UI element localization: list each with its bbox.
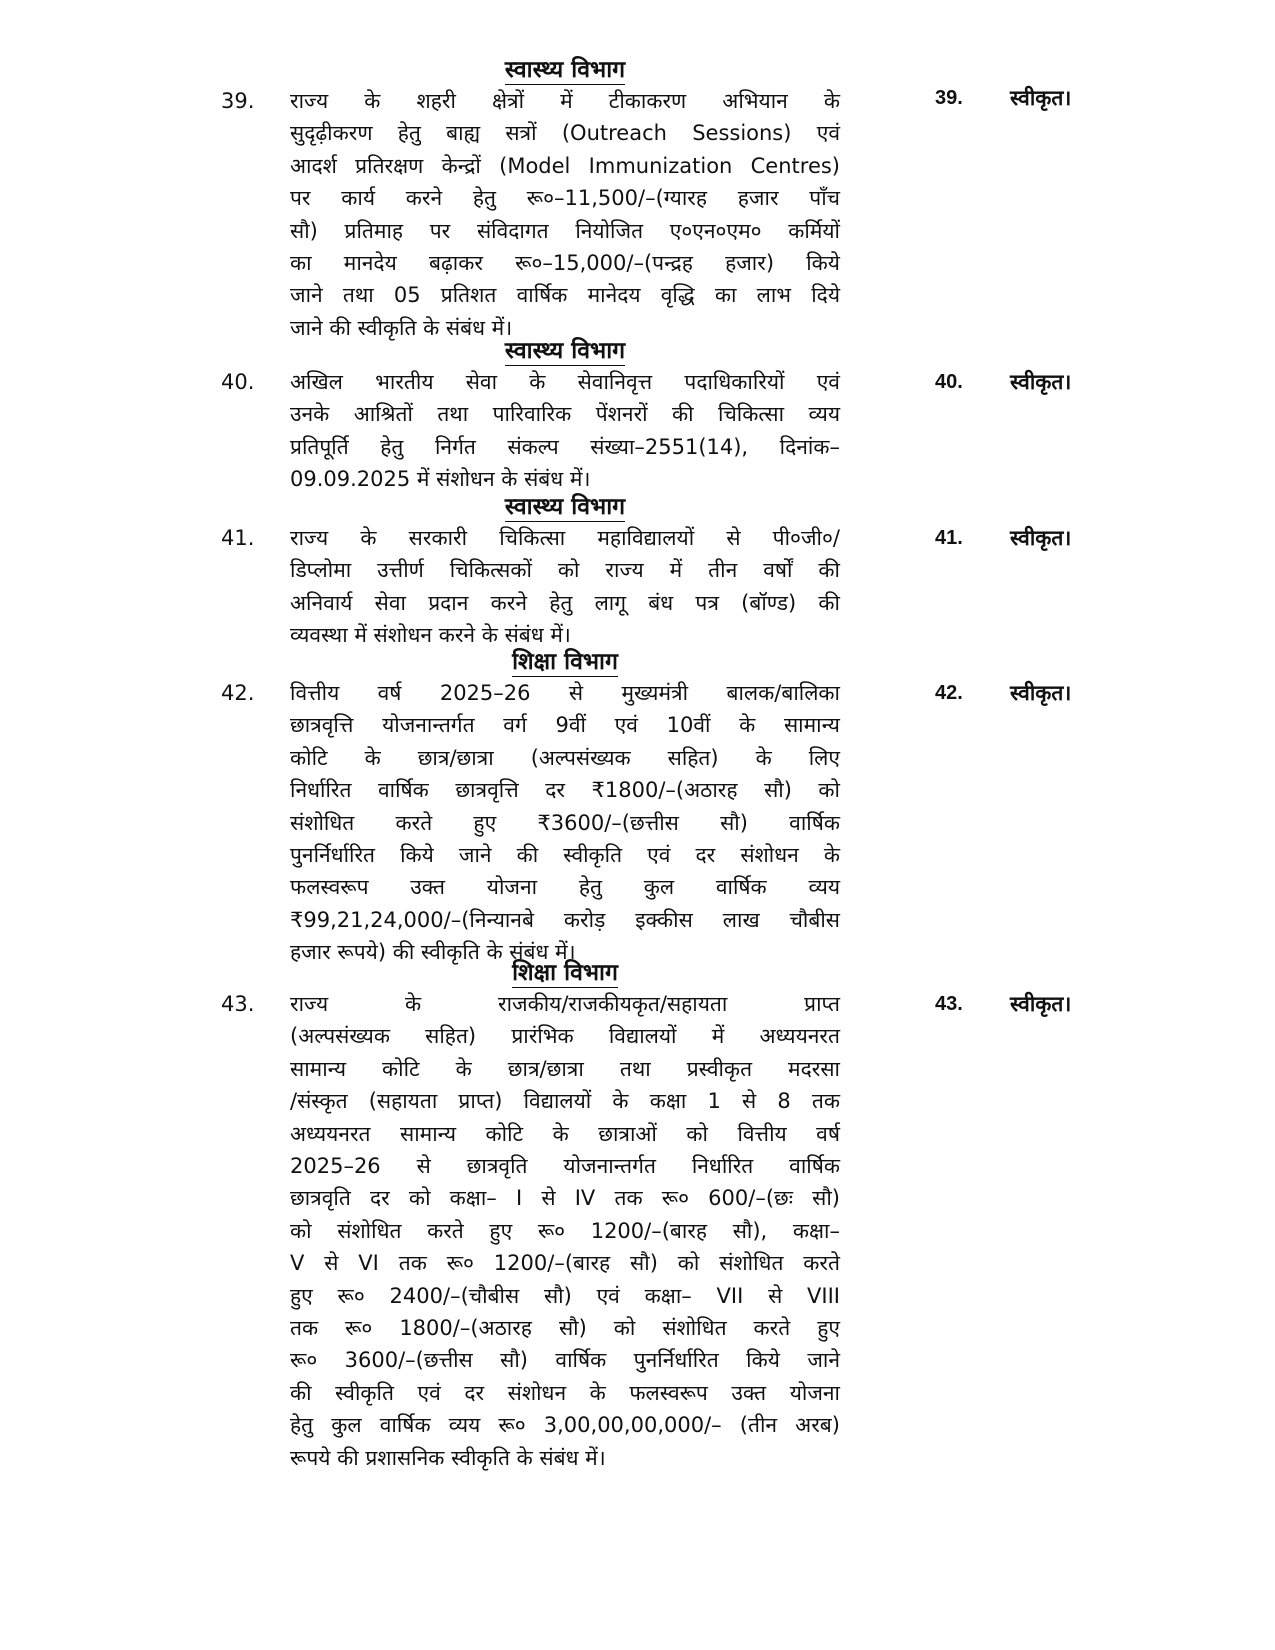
description-line: पर कार्य करने हेतु रू०–11,500/–(ग्यारह हजार पाँच (290, 186, 840, 211)
decision-number: 39. (935, 87, 963, 109)
description-line: हुए रू० 2400/–(चौबीस सौ) एवं कक्षा– VII से VIII (290, 1283, 840, 1308)
decision-number: 40. (935, 371, 963, 393)
description-line: कोटि के छात्र/छात्रा (अल्पसंख्यक सहित) के लिए (290, 745, 840, 770)
description-line: रू० 3600/–(छत्तीस सौ) वार्षिक पुनर्निर्धारित किये जाने (290, 1348, 840, 1373)
description-line: हजार रूपये) की स्वीकृति के संबंध में। (290, 940, 576, 965)
description-line: रूपये की प्रशासनिक स्वीकृति के संबंध में। (290, 1445, 606, 1470)
description-line: जाने तथा 05 प्रतिशत वार्षिक मानेदय वृद्धि का लाभ दिये (290, 283, 840, 308)
decision-number: 43. (935, 993, 963, 1015)
description-line: सामान्य कोटि के छात्र/छात्रा तथा प्रस्वीकृत मदरसा (290, 1056, 840, 1081)
description-line: प्रतिपूर्ति हेतु निर्गत संकल्प संख्या–2551(14), दिनांक– (290, 434, 840, 459)
description-line: राज्य के राजकीय/राजकीयकृत/सहायता प्राप्त (290, 992, 840, 1016)
description-line: उनके आश्रितों तथा पारिवारिक पेंशनरों की चिकित्सा व्यय (290, 402, 840, 427)
description-line: का मानदेय बढ़ाकर रू०–15,000/–(पन्द्रह हजार) किये (290, 251, 840, 276)
description-line: छात्रवृत्ति योजनान्तर्गत वर्ग 9वीं एवं 10वीं के सामान्य (290, 713, 840, 738)
description-line: फलस्वरूप उक्त योजना हेतु कुल वार्षिक व्यय (290, 875, 840, 900)
item-description (290, 85, 840, 344)
description-line: राज्य के शहरी क्षेत्रों में टीकाकरण अभियान के (290, 89, 840, 113)
description-line: व्यवस्था में संशोधन करने के संबंध में। (290, 623, 571, 648)
item-number: 41. (221, 526, 255, 550)
description-line: 09.09.2025 में संशोधन के संबंध में। (290, 467, 591, 492)
department-heading: शिक्षा विभाग (512, 960, 618, 986)
description-line: डिप्लोमा उत्तीर्ण चिकित्सकों को राज्य में तीन वर्षों की (290, 558, 840, 583)
description-line: सुदृढ़ीकरण हेतु बाह्य सत्रों (Outreach Sessions) एवं (290, 121, 840, 146)
description-line: छात्रवृति दर को कक्षा– I से IV तक रू० 600/–(छः सौ) (290, 1186, 840, 1211)
decision-status: स्वीकृत। (1010, 992, 1072, 1016)
description-line: अनिवार्य सेवा प्रदान करने हेतु लागू बंध पत्र (बॉण्ड) की (290, 590, 840, 615)
decision-number: 42. (935, 682, 963, 704)
department-heading: स्वास्थ्य विभाग (504, 338, 626, 364)
description-line: की स्वीकृति एवं दर संशोधन के फलस्वरूप उक्त योजना (290, 1380, 840, 1405)
description-line: को संशोधित करते हुए रू० 1200/–(बारह सौ), कक्षा– (290, 1218, 840, 1243)
decision-status: स्वीकृत। (1010, 86, 1072, 110)
decision-status: स्वीकृत। (1010, 370, 1072, 394)
description-line: पुनर्निर्धारित किये जाने की स्वीकृति एवं दर संशोधन के (290, 843, 840, 868)
description-line: सौ) प्रतिमाह पर संविदागत नियोजित ए०एन०एम० कर्मियों (290, 218, 840, 243)
description-line: हेतु कुल वार्षिक व्यय रू० 3,00,00,00,000/– (तीन अरब) (290, 1413, 840, 1438)
description-line: जाने की स्वीकृति के संबंध में। (290, 315, 513, 340)
item-description (290, 522, 840, 652)
department-heading: स्वास्थ्य विभाग (504, 494, 626, 520)
item-number: 42. (221, 681, 255, 705)
description-line: तक रू० 1800/–(अठारह सौ) को संशोधित करते हुए (290, 1316, 840, 1341)
description-line: राज्य के सरकारी चिकित्सा महाविद्यालयों से पी०जी०/ (290, 526, 840, 550)
item-number: 40. (221, 370, 255, 394)
description-line: वित्तीय वर्ष 2025–26 से मुख्यमंत्री बालक/बालिका (290, 681, 840, 705)
department-heading: शिक्षा विभाग (512, 649, 618, 675)
description-line: आदर्श प्रतिरक्षण केन्द्रों (Model Immunization Centres) (290, 153, 840, 178)
description-line: (अल्पसंख्यक सहित) प्रारंभिक विद्यालयों में अध्ययनरत (290, 1024, 840, 1049)
department-heading: स्वास्थ्य विभाग (504, 57, 626, 83)
description-line: ₹99,21,24,000/–(निन्यानबे करोड़ इक्कीस लाख चौबीस (290, 907, 840, 932)
description-line: V से VI तक रू० 1200/–(बारह सौ) को संशोधित करते (290, 1251, 840, 1276)
item-number: 43. (221, 992, 255, 1016)
description-line: अखिल भारतीय सेवा के सेवानिवृत्त पदाधिकारियों एवं (290, 370, 840, 394)
decision-status: स्वीकृत। (1010, 526, 1072, 550)
item-description (290, 988, 840, 1474)
item-description (290, 366, 840, 496)
item-number: 39. (221, 89, 255, 113)
description-line: अध्ययनरत सामान्य कोटि के छात्राओं को वित्तीय वर्ष (290, 1121, 840, 1146)
description-line: संशोधित करते हुए ₹3600/–(छत्तीस सौ) वार्षिक (290, 810, 840, 835)
decision-status: स्वीकृत। (1010, 681, 1072, 705)
description-line: निर्धारित वार्षिक छात्रवृत्ति दर ₹1800/–(अठारह सौ) को (290, 778, 840, 803)
decision-number: 41. (935, 527, 963, 549)
item-description (290, 677, 840, 969)
description-line: /संस्कृत (सहायता प्राप्त) विद्यालयों के कक्षा 1 से 8 तक (290, 1089, 840, 1114)
description-line: 2025–26 से छात्रवृति योजनान्तर्गत निर्धारित वार्षिक (290, 1154, 840, 1179)
